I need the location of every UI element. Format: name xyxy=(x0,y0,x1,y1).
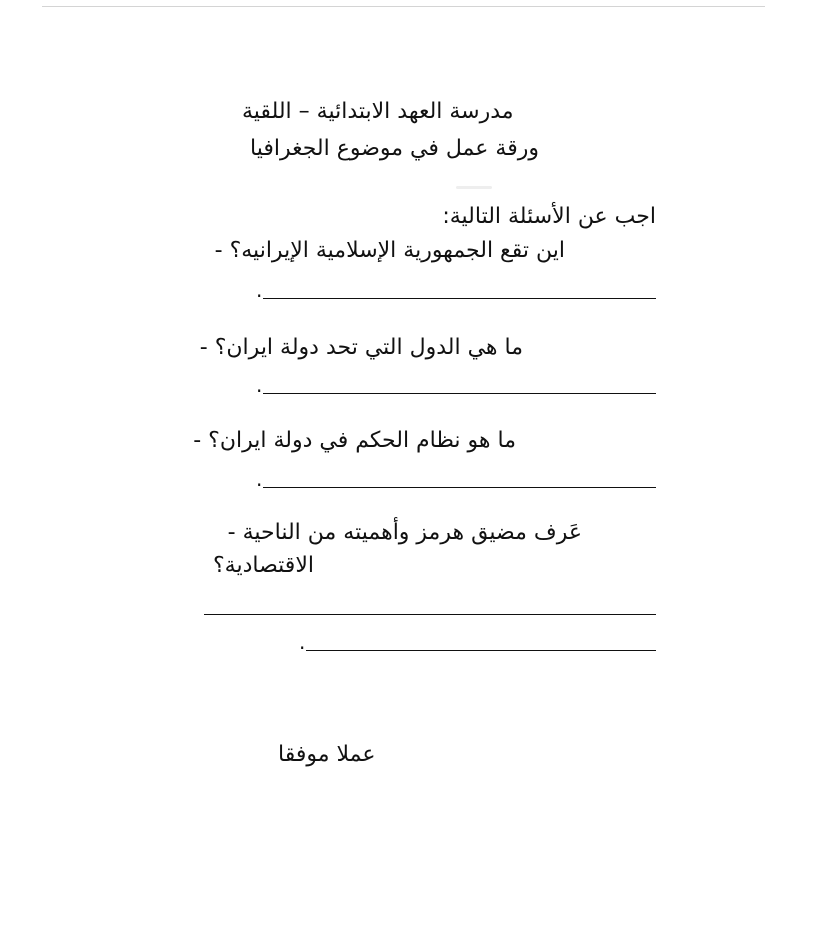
question-4-line-2: الاقتصادية؟ xyxy=(213,553,314,578)
answer-line-2[interactable] xyxy=(263,393,656,394)
worksheet-title: ورقة عمل في موضوع الجغرافيا xyxy=(250,136,539,161)
scan-artifact xyxy=(456,186,492,189)
answer-line-4a[interactable] xyxy=(204,614,656,615)
answer-end-dot: . xyxy=(256,278,263,302)
answer-line-3[interactable] xyxy=(263,487,656,488)
answer-end-dot: . xyxy=(256,373,263,397)
question-2: ما هي الدول التي تحد دولة ايران؟ - xyxy=(199,335,523,360)
question-3: ما هو نظام الحكم في دولة ايران؟ - xyxy=(193,428,516,453)
closing-note: عملا موفقا xyxy=(278,742,376,767)
question-1: اين تقع الجمهورية الإسلامية الإيرانيه؟ - xyxy=(214,238,565,263)
instructions-heading: اجب عن الأسئلة التالية: xyxy=(442,204,656,229)
answer-line-1[interactable] xyxy=(263,298,656,299)
question-4-line-1: عَرف مضيق هرمز وأهميته من الناحية - xyxy=(227,520,582,545)
school-name: مدرسة العهد الابتدائية – اللقية xyxy=(242,99,514,124)
top-divider xyxy=(42,6,765,7)
answer-line-4b[interactable] xyxy=(306,650,656,651)
answer-end-dot: . xyxy=(299,630,306,654)
answer-end-dot: . xyxy=(256,467,263,491)
